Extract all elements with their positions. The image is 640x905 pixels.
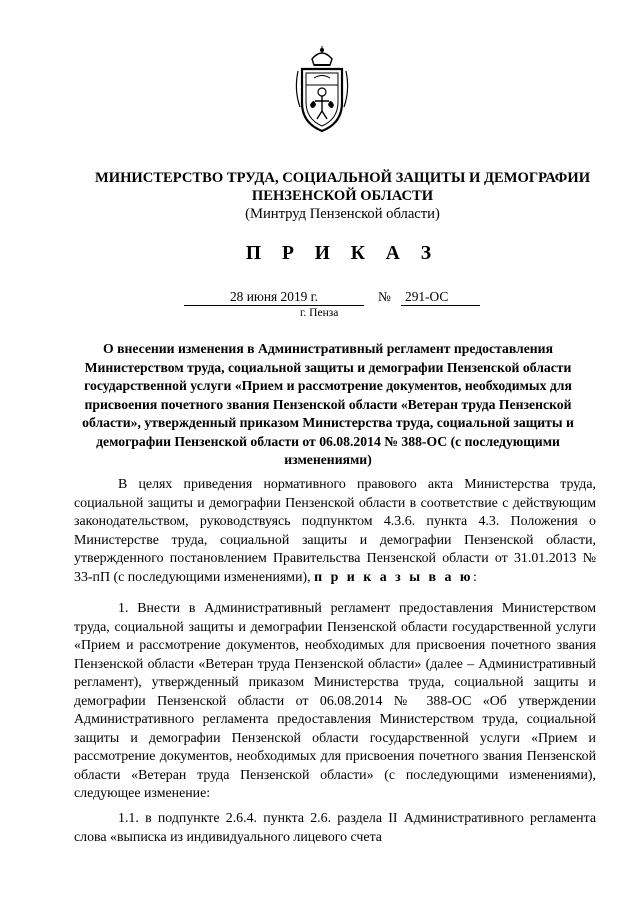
organization-name-line2: ПЕНЗЕНСКОЙ ОБЛАСТИ <box>251 188 434 204</box>
organization-name-line1: МИНИСТЕРСТВО ТРУДА, СОЦИАЛЬНОЙ ЗАЩИТЫ И ДЕМОГРАФИИ <box>94 170 591 186</box>
order-number: 291-ОС <box>401 289 480 306</box>
number-sign: № <box>378 289 391 304</box>
coat-of-arms-icon <box>292 45 352 135</box>
document-type-title: П Р И К А З <box>245 243 440 264</box>
command-colon: : <box>473 569 477 585</box>
preamble-paragraph <box>74 476 596 587</box>
order-subject: О внесении изменения в Административный регламент предоставления Министерством труда, социальной защиты и демографии Пензенской области государственной услуги «Прием и рассмотрение документов, необходимых для присвоения почетного звания Пензенской области «Ветеран труда Пензенской области», утвержденный приказом Министерства труда, социальной защиты и демографии Пензенской области от 06.08.2014 № 388-ОС (с последующими изменениями) <box>82 341 574 467</box>
organization-short-name: (Минтруд Пензенской области) <box>245 206 440 222</box>
clause-1-paragraph: 1. Внести в Административный регламент предоставления Министерством труда, социальной защиты и демографии Пензенской области государственной услуги «Прием и рассмотрение документов, необходимых для присвоения почетного звания Пензенской области «Ветеран труда Пензенской области» (далее – Административный регламент), утвержденный приказом Министерства труда, социальной защиты и демографии Пензенской области от 06.08.2014 № 388-ОС «Об утверждении Административного регламента предоставления Министерством труда, социальной защиты и демографии Пензенской области государственной услуги «Прием и рассмотрение документов, необходимых для присвоения почетного звания Пензенской области «Ветеран труда Пензенской области» (с последующими изменениями), следующее изменение: <box>74 601 596 801</box>
preamble-text: В целях приведения нормативного правового акта Министерства труда, социальной защиты и демографии Пензенской области в соответствие с действующим законодательством, руководствуясь подпунктом 4.3.6. пункта 4.3. Положения о Министерстве труда, социальной защиты и демографии Пензенской области, утвержденного постановлением Правительства Пензенской области от 31.01.2013 № 33-пП (с последующими изменениями), <box>74 477 596 585</box>
command-word: п р и к а з ы в а ю <box>314 569 474 585</box>
city-name: г. Пенза <box>300 307 339 319</box>
clause-1-1-paragraph: 1.1. в подпункте 2.6.4. пункта 2.6. раздела II Административного регламента слова «выписка из индивидуального лицевого счета <box>74 811 596 845</box>
order-date: 28 июня 2019 г. <box>184 289 364 306</box>
